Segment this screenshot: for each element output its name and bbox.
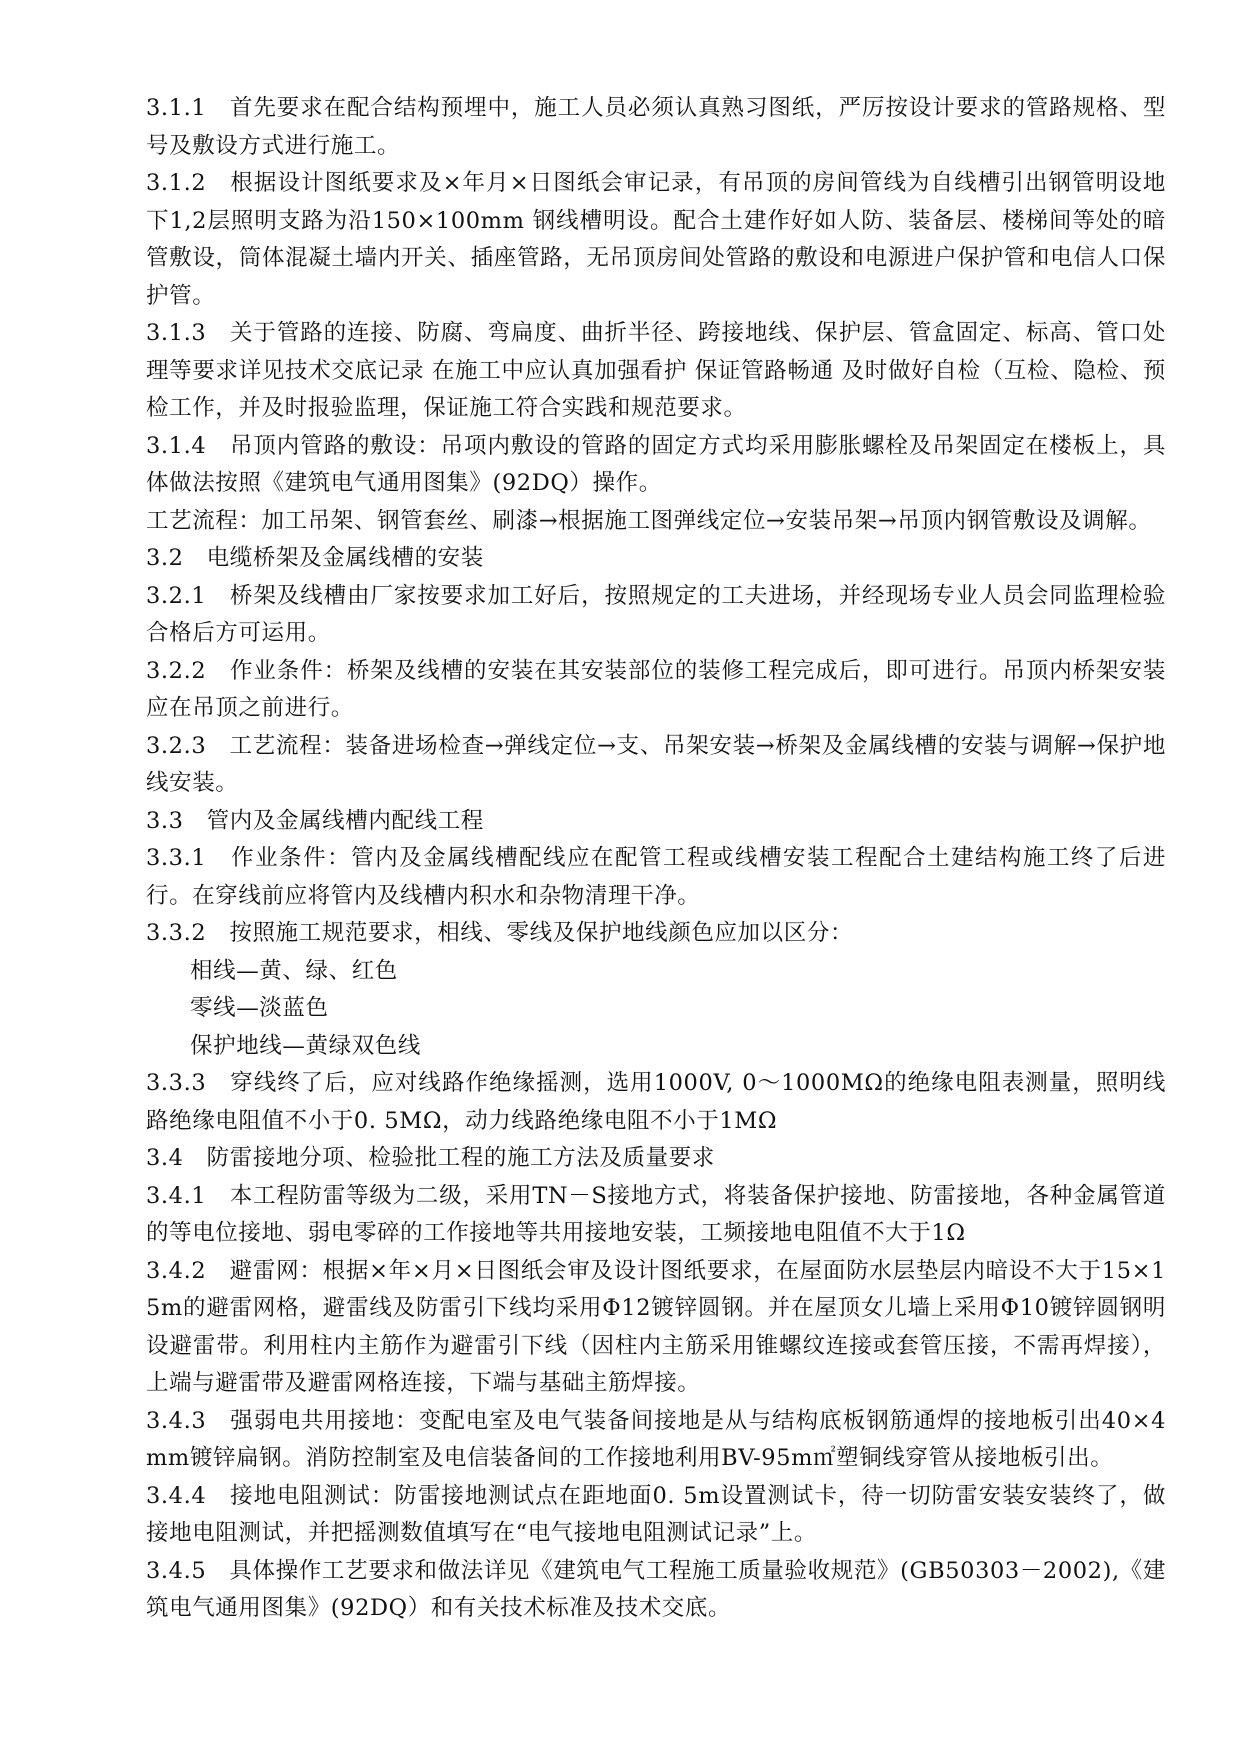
paragraph-3-4-1: 3.4.1 本工程防雷等级为二级，采用TN－S接地方式，将装备保护接地、防雷接地，各种金属管道的等电位接地、弱电零碎的工作接地等共用接地安装，工频接地电阻值不大于1Ω bbox=[146, 1182, 1166, 1246]
paragraph-3-1-1: 3.1.1 首先要求在配合结构预埋中，施工人员必须认真熟习图纸，严厉按设计要求的管路规格、型号及敷设方式进行施工。 bbox=[146, 95, 1166, 159]
paragraph-3-4-2: 3.4.2 避雷网：根据×年×月×日图纸会审及设计图纸要求，在屋面防水层垫层内暗设不大于15×15m的避雷网格，避雷线及防雷引下线均采用Φ12镀锌圆钢。并在屋顶女儿墙上采用Φ10镀锌圆钢明设避雷带。利用柱内主筋作为避雷引下线（因柱内主筋采用锥螺纹连接或套管压接，不需再焊接），上端与避雷带及避雷网格连接，下端与基础主筋焊接。 bbox=[146, 1257, 1166, 1396]
paragraph-3-3-1: 3.3.1 作业条件：管内及金属线槽配线应在配管工程或线槽安装工程配合土建结构施工终了后进行。在穿线前应将管内及线槽内积水和杂物清理干净。 bbox=[146, 845, 1166, 909]
paragraph-3-2-3: 3.2.3 工艺流程：装备进场检查→弹线定位→支、吊架安装→桥架及金属线槽的安装与调解→保护地线安装。 bbox=[146, 732, 1166, 796]
paragraph-3-1-3: 3.1.3 关于管路的连接、防腐、弯扁度、曲折半径、跨接地线、保护层、管盒固定、标高、管口处理等要求详见技术交底记录 在施工中应认真加强看护 保证管路畅通 及时做好自检（互检、隐检、预检工作，并及时报验监理，保证施工符合实践和规范要求。 bbox=[146, 320, 1166, 421]
paragraph-3-2-2: 3.2.2 作业条件：桥架及线槽的安装在其安装部位的装修工程完成后，即可进行。吊顶内桥架安装应在吊顶之前进行。 bbox=[146, 657, 1166, 721]
paragraph-3-4-5: 3.4.5 具体操作工艺要求和做法详见《建筑电气工程施工质量验收规范》(GB50303－2002),《建筑电气通用图集》(92DQ）和有关技术标准及技术交底。 bbox=[146, 1557, 1166, 1621]
heading-3-4: 3.4 防雷接地分项、检验批工程的施工方法及质量要求 bbox=[146, 1145, 715, 1171]
heading-3-3: 3.3 管内及金属线槽内配线工程 bbox=[146, 807, 484, 834]
paragraph-3-4-3: 3.4.3 强弱电共用接地：变配电室及电气装备间接地是从与结构底板钢筋通焊的接地板引出40×4mm镀锌扁钢。消防控制室及电信装备间的工作接地利用BV-95m㎡塑铜线穿管从接地板引出。 bbox=[146, 1407, 1166, 1471]
paragraph-process-flow: 工艺流程：加工吊架、钢管套丝、刷漆→根据施工图弹线定位→安装吊架→吊顶内钢管敷设及调解。 bbox=[146, 507, 1152, 534]
paragraph-3-4-4: 3.4.4 接地电阻测试：防雷接地测试点在距地面0. 5m设置测试卡，待一切防雷安装安装终了，做接地电阻测试，并把摇测数值填写在“电气接地电阻测试记录”上。 bbox=[146, 1482, 1166, 1546]
paragraph-3-1-2: 3.1.2 根据设计图纸要求及×年月×日图纸会审记录，有吊顶的房间管线为自线槽引出钢管明设地下1,2层照明支路为沿150×100mm 钢线槽明设。配合土建作好如人防、装备层、楼梯间等处的暗管敷设，筒体混凝土墙内开关、插座管路，无吊顶房间处管路的敷设和电源进户保护管和电信人口保护管。 bbox=[146, 170, 1166, 309]
list-item-phase-wire: 相线—黄、绿、红色 bbox=[190, 957, 398, 984]
paragraph-3-3-2: 3.3.2 按照施工规范要求，相线、零线及保护地线颜色应加以区分： bbox=[146, 920, 854, 946]
paragraph-3-1-4: 3.1.4 吊顶内管路的敷设：吊项内敷设的管路的固定方式均采用膨胀螺栓及吊架固定在楼板上，具体做法按照《建筑电气通用图集》(92DQ）操作。 bbox=[146, 432, 1166, 496]
paragraph-3-2-1: 3.2.1 桥架及线槽由厂家按要求加工好后，按照规定的工夫进场，并经现场专业人员会同监理检验合格后方可运用。 bbox=[146, 582, 1166, 646]
list-item-ground-wire: 保护地线—黄绿双色线 bbox=[190, 1032, 422, 1059]
list-item-neutral-wire: 零线—淡蓝色 bbox=[190, 995, 329, 1021]
paragraph-3-3-3: 3.3.3 穿线终了后，应对线路作绝缘摇测，选用1000V, 0～1000MΩ的绝缘电阻表测量，照明线路绝缘电阻值不小于0. 5MΩ，动力线路绝缘电阻不小于1MΩ bbox=[146, 1070, 1166, 1134]
document-body bbox=[146, 90, 1166, 1628]
heading-3-2: 3.2 电缆桥架及金属线槽的安装 bbox=[146, 545, 484, 571]
